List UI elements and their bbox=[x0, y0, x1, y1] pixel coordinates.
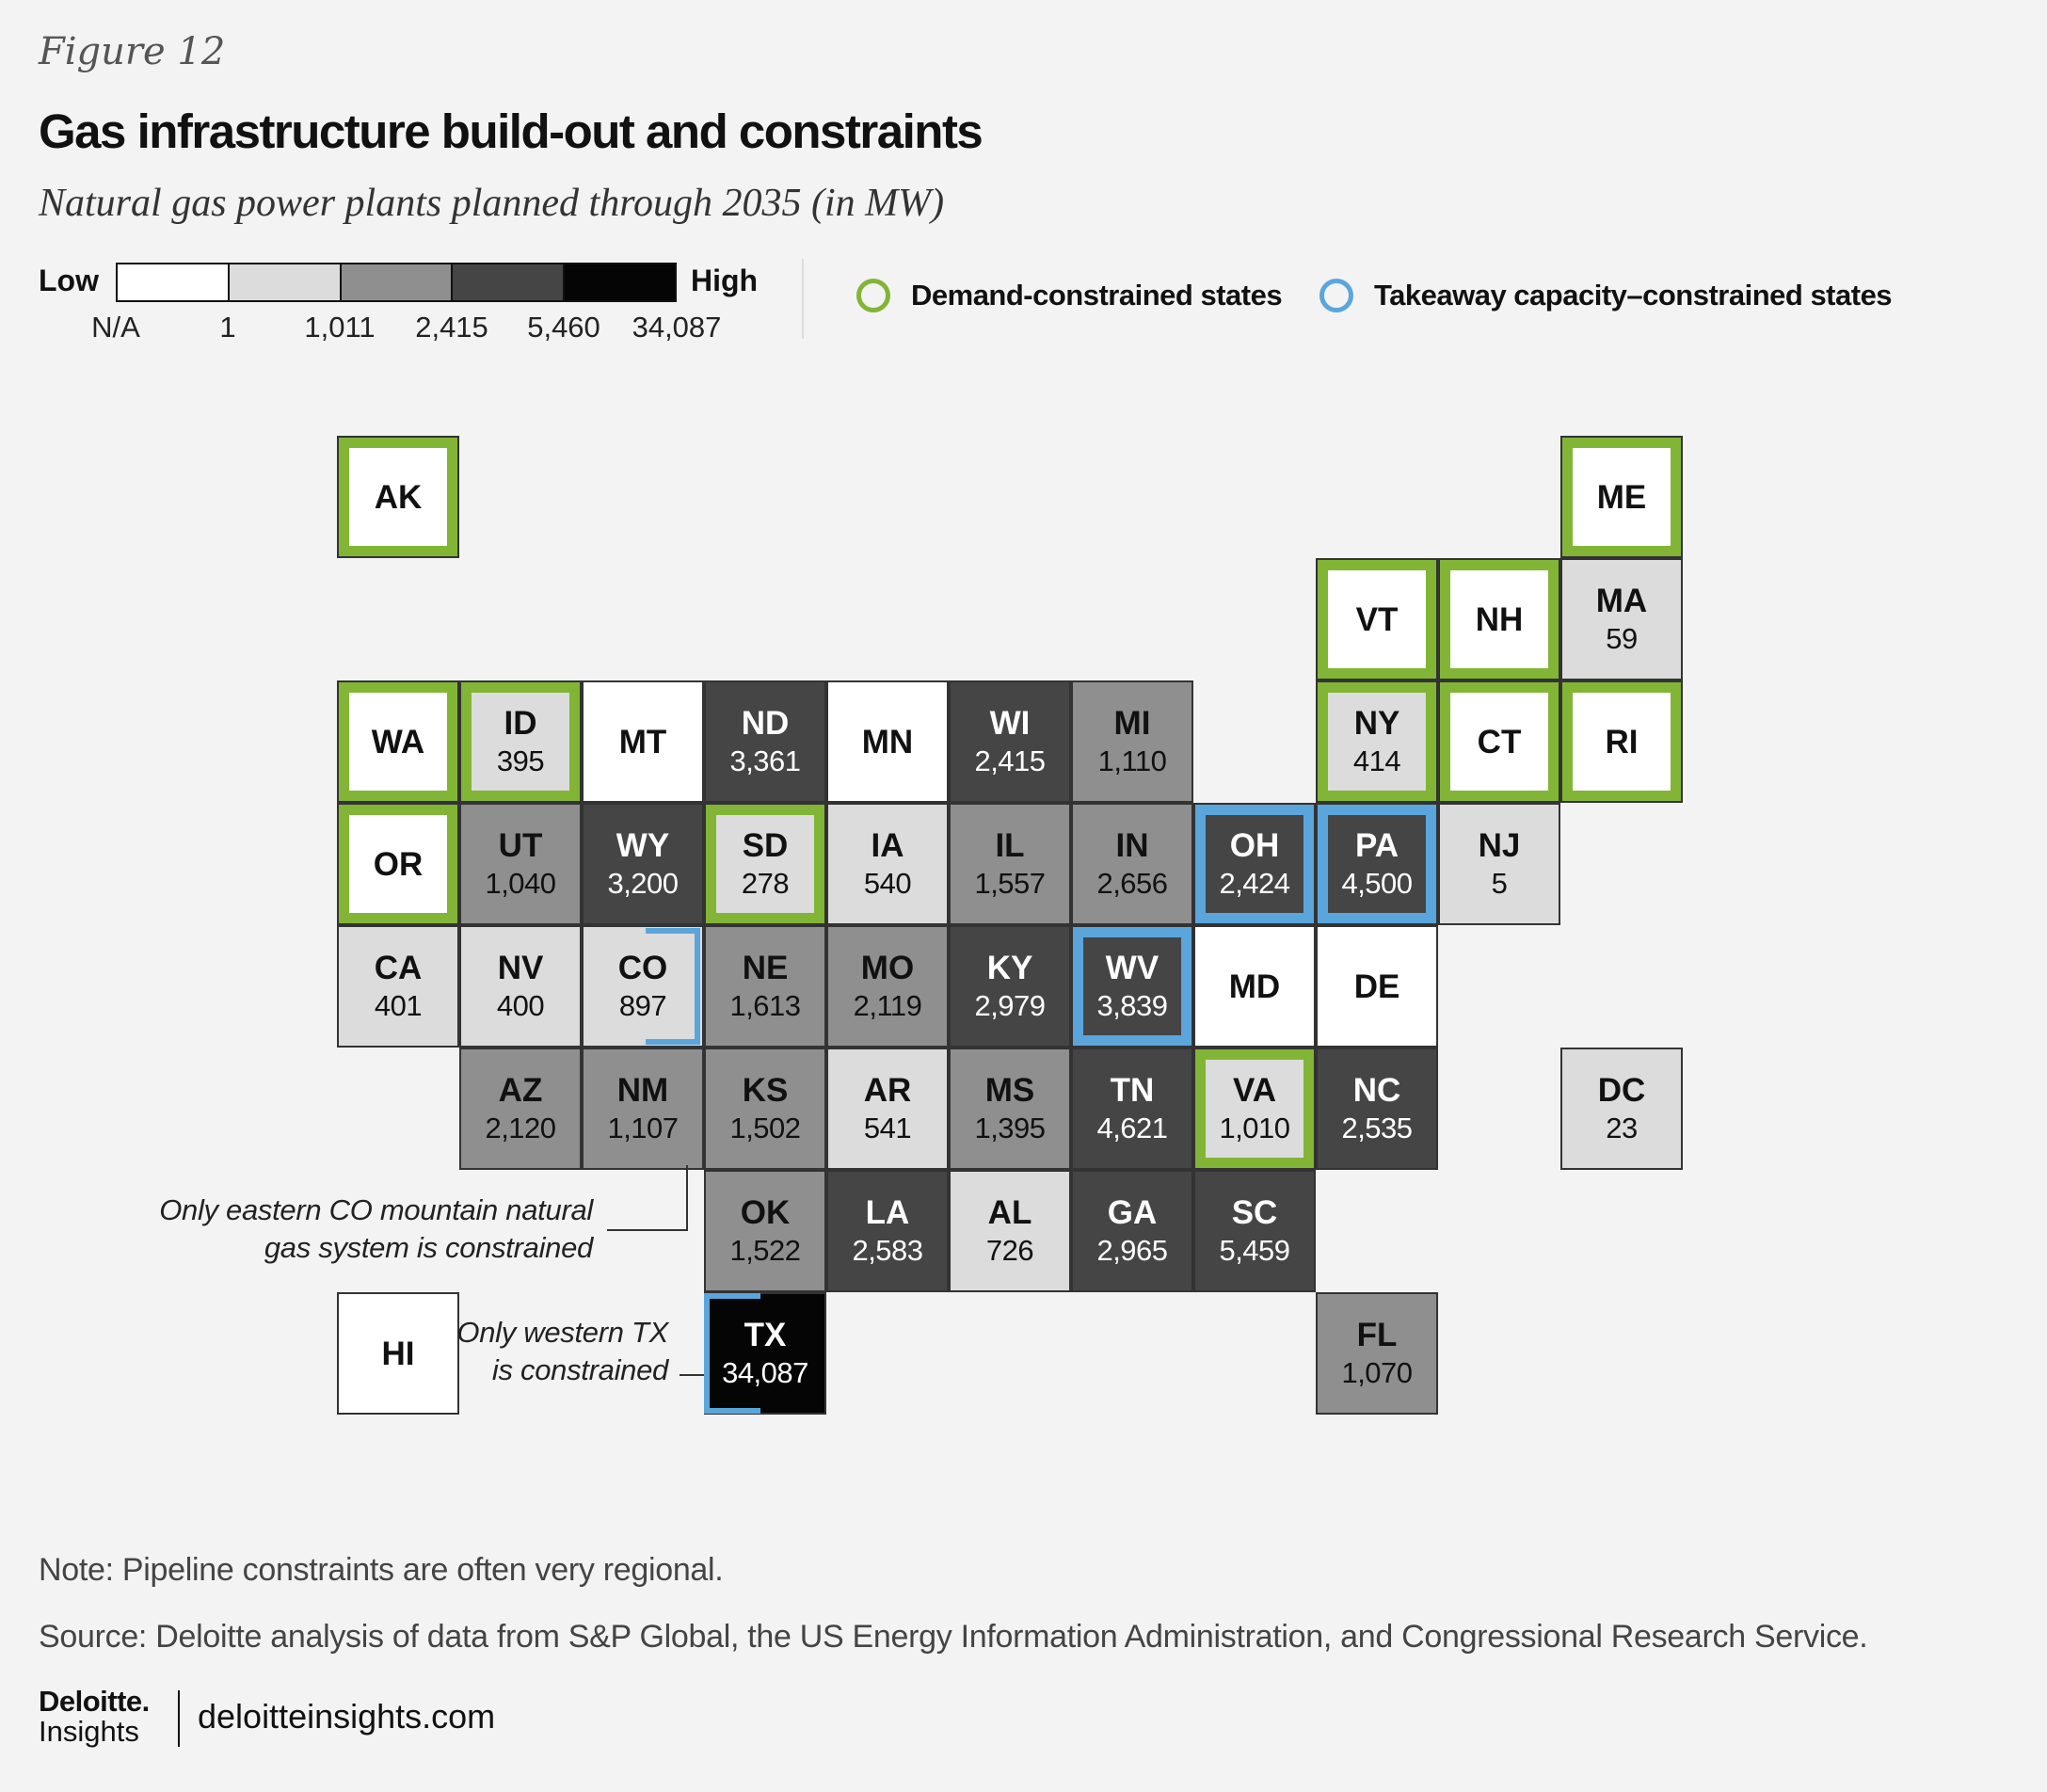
state-value: 1,107 bbox=[607, 1111, 679, 1144]
state-tile-il bbox=[949, 803, 1071, 925]
state-abbr: MA bbox=[1595, 582, 1648, 619]
state-abbr: CA bbox=[374, 949, 423, 986]
state-value: 541 bbox=[863, 1111, 912, 1144]
state-value: 34,087 bbox=[722, 1355, 808, 1389]
chart-title: Gas infrastructure build-out and constraints bbox=[39, 104, 983, 158]
co-annotation-leader-horizontal bbox=[607, 1229, 688, 1231]
state-tile-sd bbox=[704, 803, 826, 925]
state-tile-vt bbox=[1316, 558, 1438, 680]
co-partial-constraint-bracket bbox=[646, 928, 700, 1045]
legend-swatch-4 bbox=[565, 264, 675, 300]
state-abbr: OR bbox=[373, 845, 424, 883]
state-abbr: SD bbox=[742, 826, 789, 864]
state-tile-oh bbox=[1193, 803, 1316, 925]
state-abbr: NY bbox=[1353, 704, 1400, 742]
state-tile-de bbox=[1316, 925, 1438, 1048]
state-tile-nd bbox=[704, 680, 826, 803]
state-abbr: ME bbox=[1596, 478, 1647, 516]
state-value: 540 bbox=[863, 866, 912, 900]
state-tile-me bbox=[1560, 436, 1683, 558]
state-value: 2,120 bbox=[485, 1111, 556, 1144]
tx-partial-constraint-bracket bbox=[704, 1293, 760, 1414]
state-tile-ak bbox=[337, 436, 459, 558]
legend-low-label: Low bbox=[39, 264, 99, 297]
state-value: 5,459 bbox=[1219, 1233, 1290, 1267]
state-abbr: RI bbox=[1605, 723, 1639, 760]
state-abbr: ID bbox=[504, 704, 537, 742]
state-value: 3,361 bbox=[729, 744, 801, 777]
takeaway-constrained-legend-label: Takeaway capacity–constrained states bbox=[1374, 279, 1893, 312]
state-value: 1,557 bbox=[974, 866, 1046, 900]
state-tile-wa bbox=[337, 680, 459, 803]
state-value: 4,621 bbox=[1096, 1111, 1168, 1144]
state-abbr: AK bbox=[374, 478, 423, 516]
state-abbr: UT bbox=[498, 826, 543, 864]
state-value: 414 bbox=[1352, 744, 1401, 777]
legend-tick-label: 5,460 bbox=[527, 311, 600, 344]
state-abbr: TN bbox=[1110, 1071, 1155, 1109]
state-tile-ri bbox=[1560, 680, 1683, 803]
state-abbr: PA bbox=[1354, 826, 1399, 864]
state-tile-nh bbox=[1438, 558, 1560, 680]
state-value: 401 bbox=[374, 988, 423, 1022]
state-tile-in bbox=[1071, 803, 1193, 925]
state-tile-ut bbox=[459, 803, 582, 925]
legend-high-label: High bbox=[691, 264, 759, 297]
state-tile-mo bbox=[826, 925, 949, 1048]
state-tile-nv bbox=[459, 925, 582, 1048]
deloitte-insights-logo bbox=[39, 1687, 150, 1747]
state-abbr: AZ bbox=[498, 1071, 543, 1109]
state-value: 1,010 bbox=[1219, 1111, 1290, 1144]
state-abbr: IL bbox=[995, 826, 1025, 864]
state-abbr: IN bbox=[1115, 826, 1149, 864]
state-value: 1,613 bbox=[729, 988, 801, 1022]
state-abbr: MN bbox=[861, 723, 914, 760]
state-tile-wy bbox=[582, 803, 704, 925]
source: Source: Deloitte analysis of data from S&P Global, the US Energy Information Administration, and Congressional Research Service. bbox=[39, 1619, 1868, 1655]
state-tile-ks bbox=[704, 1048, 826, 1170]
legend-swatch-0 bbox=[118, 264, 230, 300]
state-abbr: WA bbox=[371, 723, 425, 760]
state-value: 2,119 bbox=[853, 988, 922, 1022]
state-tile-md bbox=[1193, 925, 1316, 1048]
state-tile-ms bbox=[949, 1048, 1071, 1170]
state-abbr: MT bbox=[618, 723, 667, 760]
state-tile-ok bbox=[704, 1170, 826, 1292]
state-value: 897 bbox=[618, 988, 667, 1022]
state-value: 23 bbox=[1606, 1111, 1638, 1144]
legend-tick-label: 1 bbox=[219, 311, 236, 344]
state-tile-nm bbox=[582, 1048, 704, 1170]
state-abbr: MD bbox=[1228, 968, 1281, 1005]
state-tile-dc bbox=[1560, 1048, 1683, 1170]
state-abbr: TX bbox=[744, 1316, 787, 1353]
state-abbr: MI bbox=[1113, 704, 1151, 742]
demand-constrained-legend-icon bbox=[856, 279, 890, 312]
state-tile-ky bbox=[949, 925, 1071, 1048]
state-abbr: LA bbox=[865, 1193, 910, 1231]
legend-tick-label: 2,415 bbox=[415, 311, 488, 344]
state-abbr: NV bbox=[497, 949, 544, 986]
state-value: 3,839 bbox=[1096, 988, 1168, 1022]
state-abbr: AR bbox=[863, 1071, 912, 1109]
legend-tick-label: N/A bbox=[91, 311, 140, 344]
state-abbr: NH bbox=[1475, 600, 1524, 638]
state-value: 2,424 bbox=[1219, 866, 1290, 900]
state-tile-va bbox=[1193, 1048, 1316, 1170]
state-tile-ca bbox=[337, 925, 459, 1048]
tx-annotation: Only western TX is constrained bbox=[456, 1316, 668, 1386]
state-tile-tn bbox=[1071, 1048, 1193, 1170]
state-abbr: KS bbox=[742, 1071, 789, 1109]
state-tile-hi bbox=[337, 1292, 459, 1415]
state-tile-ar bbox=[826, 1048, 949, 1170]
state-value: 1,502 bbox=[729, 1111, 801, 1144]
demand-constrained-legend-label: Demand-constrained states bbox=[911, 279, 1283, 312]
state-value: 4,500 bbox=[1341, 866, 1413, 900]
state-tile-mi bbox=[1071, 680, 1193, 803]
state-value: 2,415 bbox=[974, 744, 1046, 777]
state-tile-nj bbox=[1438, 803, 1560, 925]
state-tile-ga bbox=[1071, 1170, 1193, 1292]
state-value: 59 bbox=[1606, 621, 1638, 655]
state-value: 2,535 bbox=[1341, 1111, 1413, 1144]
state-abbr: VT bbox=[1355, 600, 1399, 638]
co-annotation-leader-vertical bbox=[686, 1165, 688, 1231]
brand-line-2: Insights bbox=[39, 1715, 139, 1748]
state-value: 2,965 bbox=[1096, 1233, 1168, 1267]
state-value: 726 bbox=[985, 1233, 1034, 1267]
state-tile-ne bbox=[704, 925, 826, 1048]
state-tile-wi bbox=[949, 680, 1071, 803]
state-value: 1,110 bbox=[1097, 744, 1167, 777]
state-value: 395 bbox=[496, 744, 545, 777]
state-abbr: FL bbox=[1356, 1316, 1398, 1353]
chart-subtitle: Natural gas power plants planned through 2035 (in MW) bbox=[39, 182, 945, 225]
state-abbr: DE bbox=[1353, 968, 1400, 1005]
takeaway-constrained-legend-icon bbox=[1319, 279, 1353, 312]
state-abbr: NC bbox=[1352, 1071, 1401, 1109]
state-value: 2,583 bbox=[852, 1233, 923, 1267]
state-tile-mn bbox=[826, 680, 949, 803]
legend-swatch-1 bbox=[230, 264, 342, 300]
state-abbr: DC bbox=[1597, 1071, 1646, 1109]
state-abbr: SC bbox=[1231, 1193, 1278, 1231]
state-tile-or bbox=[337, 803, 459, 925]
legend-tick-label: 1,011 bbox=[304, 311, 376, 344]
state-abbr: WV bbox=[1105, 949, 1159, 986]
co-annotation: Only eastern CO mountain natural gas system is constrained bbox=[159, 1193, 593, 1264]
state-tile-fl bbox=[1316, 1292, 1438, 1415]
legend-swatch-2 bbox=[342, 264, 454, 300]
state-value: 278 bbox=[741, 866, 790, 900]
state-abbr: VA bbox=[1232, 1071, 1277, 1109]
figure-label: Figure 12 bbox=[39, 30, 226, 73]
state-tile-ia bbox=[826, 803, 949, 925]
state-abbr: AL bbox=[987, 1193, 1032, 1231]
site-link[interactable]: deloitteinsights.com bbox=[198, 1697, 496, 1736]
state-abbr: MO bbox=[860, 949, 915, 986]
state-tile-mt bbox=[582, 680, 704, 803]
state-value: 2,656 bbox=[1096, 866, 1168, 900]
state-abbr: CT bbox=[1477, 723, 1522, 760]
state-abbr: NE bbox=[742, 949, 789, 986]
state-abbr: KY bbox=[986, 949, 1033, 986]
state-value: 1,522 bbox=[729, 1233, 801, 1267]
state-abbr: GA bbox=[1107, 1193, 1158, 1231]
state-tile-la bbox=[826, 1170, 949, 1292]
state-tile-ct bbox=[1438, 680, 1560, 803]
state-abbr: WI bbox=[989, 704, 1031, 742]
state-abbr: IA bbox=[871, 826, 904, 864]
state-value: 3,200 bbox=[607, 866, 679, 900]
state-abbr: WY bbox=[616, 826, 670, 864]
state-tile-sc bbox=[1193, 1170, 1316, 1292]
state-abbr: NM bbox=[616, 1071, 669, 1109]
state-abbr: NJ bbox=[1478, 826, 1521, 864]
state-tile-id bbox=[459, 680, 582, 803]
state-abbr: HI bbox=[381, 1335, 415, 1372]
state-tile-pa bbox=[1316, 803, 1438, 925]
note: Note: Pipeline constraints are often very regional. bbox=[39, 1552, 724, 1588]
legend-color-scale bbox=[116, 263, 677, 302]
state-tile-al bbox=[949, 1170, 1071, 1292]
brand-line-1: Deloitte. bbox=[39, 1685, 150, 1718]
legend-tick-label: 34,087 bbox=[632, 311, 722, 344]
state-abbr: ND bbox=[741, 704, 790, 742]
state-abbr: OH bbox=[1229, 826, 1280, 864]
legend-divider bbox=[802, 259, 804, 339]
tx-annotation-leader bbox=[680, 1374, 704, 1376]
brand-separator bbox=[178, 1690, 180, 1747]
legend-swatch-3 bbox=[453, 264, 565, 300]
state-value: 1,395 bbox=[974, 1111, 1046, 1144]
state-value: 1,040 bbox=[485, 866, 556, 900]
state-value: 2,979 bbox=[974, 988, 1046, 1022]
state-tile-ma bbox=[1560, 558, 1683, 680]
state-abbr: OK bbox=[740, 1193, 791, 1231]
state-tile-nc bbox=[1316, 1048, 1438, 1170]
state-tile-wv bbox=[1071, 925, 1193, 1048]
state-abbr: MS bbox=[984, 1071, 1035, 1109]
state-tile-ny bbox=[1316, 680, 1438, 803]
state-value: 1,070 bbox=[1341, 1355, 1413, 1389]
state-value: 400 bbox=[496, 988, 545, 1022]
state-value: 5 bbox=[1491, 866, 1508, 900]
state-tile-az bbox=[459, 1048, 582, 1170]
state-abbr: CO bbox=[617, 949, 668, 986]
